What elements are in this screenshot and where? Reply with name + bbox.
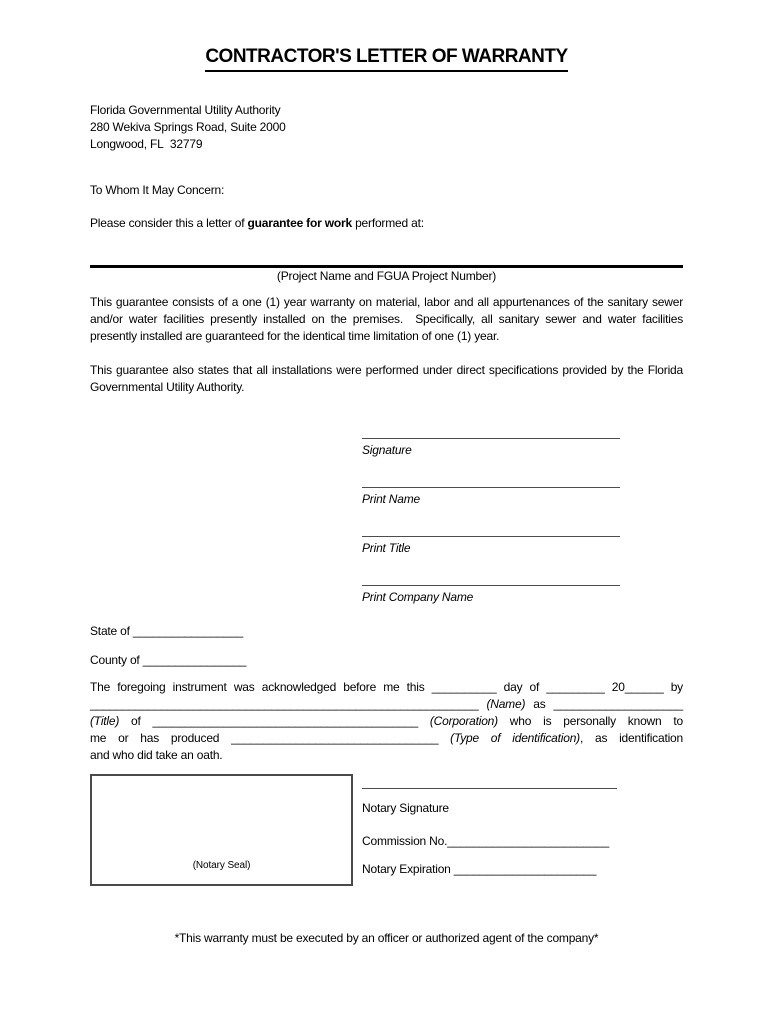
print-company-name-label: Print Company Name bbox=[362, 590, 474, 604]
notary-seal-caption: (Notary Seal) bbox=[192, 860, 251, 871]
commission-number-line bbox=[362, 833, 617, 850]
intro-text-post: performed at: bbox=[351, 216, 424, 230]
commission-number-blank[interactable]: _________________________ bbox=[447, 834, 610, 848]
print-name-line[interactable] bbox=[362, 487, 620, 488]
notary-ack-line bbox=[90, 679, 683, 696]
state-blank[interactable]: _________________ bbox=[132, 624, 243, 638]
signature-label: Signature bbox=[362, 443, 412, 457]
print-title-label: Print Title bbox=[362, 541, 411, 555]
notary-ack-text: who is personally known to bbox=[497, 714, 683, 728]
notary-ack-text: me or has produced bbox=[90, 731, 232, 745]
signature-field-print-title bbox=[362, 536, 620, 557]
notary-ack-italic-label: (Corporation) bbox=[429, 714, 498, 728]
notary-ack-text: day of bbox=[496, 680, 547, 694]
print-name-label: Print Name bbox=[362, 492, 421, 506]
signature-block bbox=[362, 438, 620, 606]
notary-section bbox=[90, 774, 683, 886]
notary-ack-line bbox=[90, 747, 683, 764]
notary-ack-text: of bbox=[119, 714, 153, 728]
notary-ack-text: and who did take an oath. bbox=[90, 748, 223, 762]
notary-signature-label: Notary Signature bbox=[362, 801, 449, 815]
warranty-paragraph-2: This guarantee also states that all installations were performed under direct specifications provided by the Florida Governmental Utility Authority. bbox=[90, 363, 683, 394]
notary-ack-text bbox=[418, 714, 430, 728]
county-blank[interactable]: ________________ bbox=[142, 653, 247, 667]
signature-field-print-company-name bbox=[362, 585, 620, 606]
commission-number-label: Commission No. bbox=[362, 834, 448, 848]
notary-expiration-blank[interactable]: ______________________ bbox=[453, 862, 597, 876]
notary-ack-italic-label: (Type of identification) bbox=[450, 731, 580, 745]
recipient-address-line: 280 Wekiva Springs Road, Suite 2000 bbox=[90, 120, 286, 134]
intro-text-pre: Please consider this a letter of bbox=[90, 216, 248, 230]
notary-ack-line bbox=[90, 730, 683, 747]
state-of-label: State of bbox=[90, 624, 133, 638]
notary-acknowledgment bbox=[90, 679, 683, 764]
notary-ack-italic-label: (Title) bbox=[90, 714, 120, 728]
fill-in-blank[interactable]: _________ bbox=[546, 680, 605, 694]
notary-expiration-label: Notary Expiration bbox=[362, 862, 454, 876]
signature-field-signature bbox=[362, 438, 620, 459]
project-line-caption: (Project Name and FGUA Project Number) bbox=[276, 269, 497, 283]
print-company-name-line[interactable] bbox=[362, 585, 620, 586]
print-title-line[interactable] bbox=[362, 536, 620, 537]
fill-in-blank[interactable]: _________________________________________ bbox=[152, 714, 418, 728]
warranty-paragraph-1: This guarantee consists of a one (1) year warranty on material, labor and all appurtenances of the sanitary sewer and/or water facilities presently installed on the premises. Specifically, all sanitary sewer and water facilities presently installed are guaranteed for the identical time limitation of one (1) year. bbox=[90, 295, 683, 343]
fill-in-blank[interactable]: ____________________ bbox=[553, 697, 683, 711]
notary-ack-text: as bbox=[525, 697, 554, 711]
fill-in-blank[interactable]: ____________________________________________________________ bbox=[90, 697, 479, 711]
notary-ack-line bbox=[90, 696, 683, 713]
notary-ack-line bbox=[90, 713, 683, 730]
fill-in-blank[interactable]: ______ bbox=[624, 680, 664, 694]
notary-ack-text: by bbox=[663, 680, 683, 694]
notary-seal-box[interactable] bbox=[90, 774, 353, 886]
recipient-address-line: Longwood, FL 32779 bbox=[90, 137, 203, 151]
recipient-address-line: Florida Governmental Utility Authority bbox=[90, 103, 281, 117]
recipient-address bbox=[90, 102, 683, 153]
notary-ack-text bbox=[438, 731, 450, 745]
notary-ack-text: , as identification bbox=[579, 731, 684, 745]
salutation: To Whom It May Concern: bbox=[90, 183, 225, 197]
notary-ack-text: The foregoing instrument was acknowledged before me this bbox=[90, 680, 432, 694]
signature-field-print-name bbox=[362, 487, 620, 508]
footer-note: *This warranty must be executed by an officer or authorized agent of the company* bbox=[174, 931, 599, 945]
notary-ack-text: 20 bbox=[604, 680, 625, 694]
county-of-line bbox=[90, 652, 683, 669]
intro-text-bold: guarantee for work bbox=[247, 216, 352, 230]
fill-in-blank[interactable]: __________ bbox=[431, 680, 497, 694]
notary-expiration-line bbox=[362, 861, 617, 878]
notary-fields bbox=[362, 774, 617, 878]
intro-line bbox=[90, 215, 683, 232]
page-title-text: CONTRACTOR'S LETTER OF WARRANTY bbox=[205, 45, 567, 72]
fill-in-blank[interactable]: ________________________________ bbox=[231, 731, 439, 745]
page-title bbox=[90, 45, 683, 72]
signature-line[interactable] bbox=[362, 438, 620, 439]
notary-ack-italic-label: (Name) bbox=[486, 697, 526, 711]
county-of-label: County of bbox=[90, 653, 143, 667]
state-of-line bbox=[90, 623, 683, 640]
notary-signature-line[interactable] bbox=[362, 788, 617, 789]
